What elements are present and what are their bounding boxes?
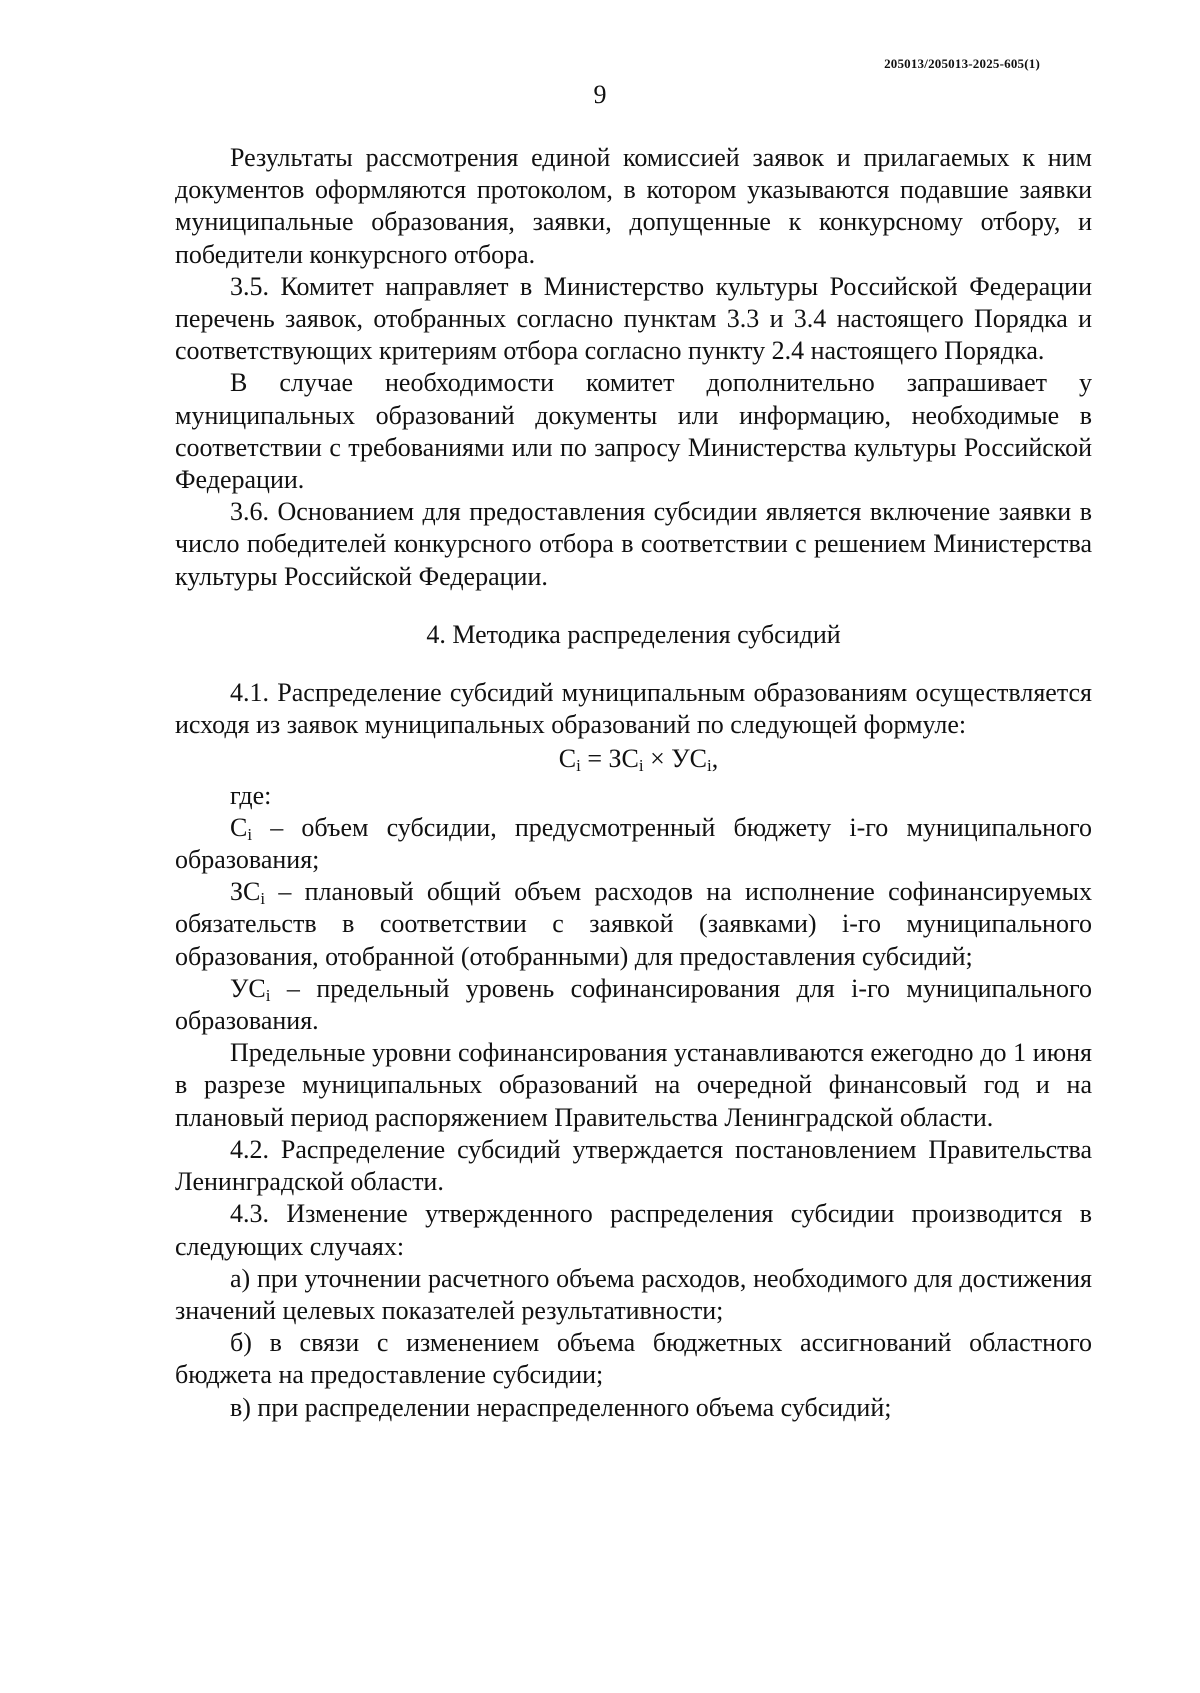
formula-us: × УС bbox=[643, 744, 708, 774]
definition-us-subscript: i bbox=[265, 985, 271, 1005]
formula-zs: = ЗС bbox=[580, 744, 639, 774]
formula-tail: , bbox=[711, 744, 719, 774]
document-body bbox=[175, 142, 1092, 1424]
page-number: 9 bbox=[593, 80, 607, 109]
definition-zs bbox=[175, 876, 1092, 973]
definition-zs-text: – плановый общий объем расходов на исполнение софинансируемых обязательств в соответствии с заявкой (заявками) i-го муниципального образования, отобранной (отобранными) для предоставления субсидий; bbox=[175, 877, 1092, 971]
list-item-a: а) при уточнении расчетного объема расходов, необходимого для достижения значений целевых показателей результативности; bbox=[175, 1263, 1092, 1325]
definition-c-subscript: i bbox=[247, 824, 253, 844]
definition-c-symbol: С bbox=[230, 812, 248, 842]
paragraph-3-5: 3.5. Комитет направляет в Министерство культуры Российской Федерации перечень заявок, отобранных согласно пунктам 3.3 и 3.4 настоящего Порядка и соответствующих критериям отбора согласно пункту 2.4 настоящего Порядка. bbox=[175, 271, 1092, 366]
definition-c bbox=[175, 812, 1092, 876]
paragraph-4-2: 4.2. Распределение субсидий утверждается постановлением Правительства Ленинградской области. bbox=[175, 1134, 1092, 1197]
formula-c: С bbox=[558, 744, 577, 774]
definition-us-text: – предельный уровень софинансирования для i-го муниципального образования. bbox=[175, 973, 1092, 1036]
definition-us-symbol: УС bbox=[230, 973, 266, 1003]
paragraph-results: Результаты рассмотрения единой комиссией заявок и прилагаемых к ним документов оформляются протоколом, в котором указываются подавшие заявки муниципальные образования, заявки, допущенные к конкурсному отбору, и победители конкурсного отбора. bbox=[175, 143, 1092, 269]
section-title: 4. Методика распределения субсидий bbox=[426, 619, 841, 649]
definition-us bbox=[175, 973, 1092, 1037]
document-id: 205013/205013-2025-605(1) bbox=[884, 56, 1040, 71]
paragraph-cofinancing-levels: Предельные уровни софинансирования устанавливаются ежегодно до 1 июня в разрезе муниципальных образований на очередной финансовый год и на плановый период распоряжением Правительства Ленинградской области. bbox=[175, 1038, 1092, 1132]
list-item-v: в) при распределении нераспределенного объема субсидий; bbox=[230, 1392, 892, 1422]
definition-zs-symbol: ЗС bbox=[230, 877, 261, 907]
formula-us-subscript: i bbox=[707, 756, 712, 776]
definition-c-text: – объем субсидии, предусмотренный бюджету i-го муниципального образования; bbox=[175, 812, 1092, 875]
paragraph-4-1: 4.1. Распределение субсидий муниципальным образованиям осуществляется исходя из заявок муниципальных образований по следующей формуле: bbox=[175, 678, 1092, 740]
formula-zs-subscript: i bbox=[638, 756, 644, 776]
paragraph-additional-request: В случае необходимости комитет дополнительно запрашивает у муниципальных образований документы или информацию, необходимые в соответствии с требованиями или по запросу Министерства культуры Российской Федерации. bbox=[175, 368, 1092, 495]
definition-zs-subscript: i bbox=[260, 889, 266, 909]
formula-c-subscript: i bbox=[576, 756, 581, 776]
list-item-b: б) в связи с изменением объема бюджетных ассигнований областного бюджета на предоставление субсидии; bbox=[175, 1328, 1092, 1390]
where-label: где: bbox=[230, 780, 272, 810]
paragraph-4-3: 4.3. Изменение утвержденного распределения субсидии производится в следующих случаях: bbox=[175, 1199, 1092, 1261]
paragraph-3-6: 3.6. Основанием для предоставления субсидии является включение заявки в число победителей конкурсного отбора в соответствии с решением Министерства культуры Российской Федерации. bbox=[175, 497, 1092, 591]
distribution-formula bbox=[175, 743, 1092, 775]
